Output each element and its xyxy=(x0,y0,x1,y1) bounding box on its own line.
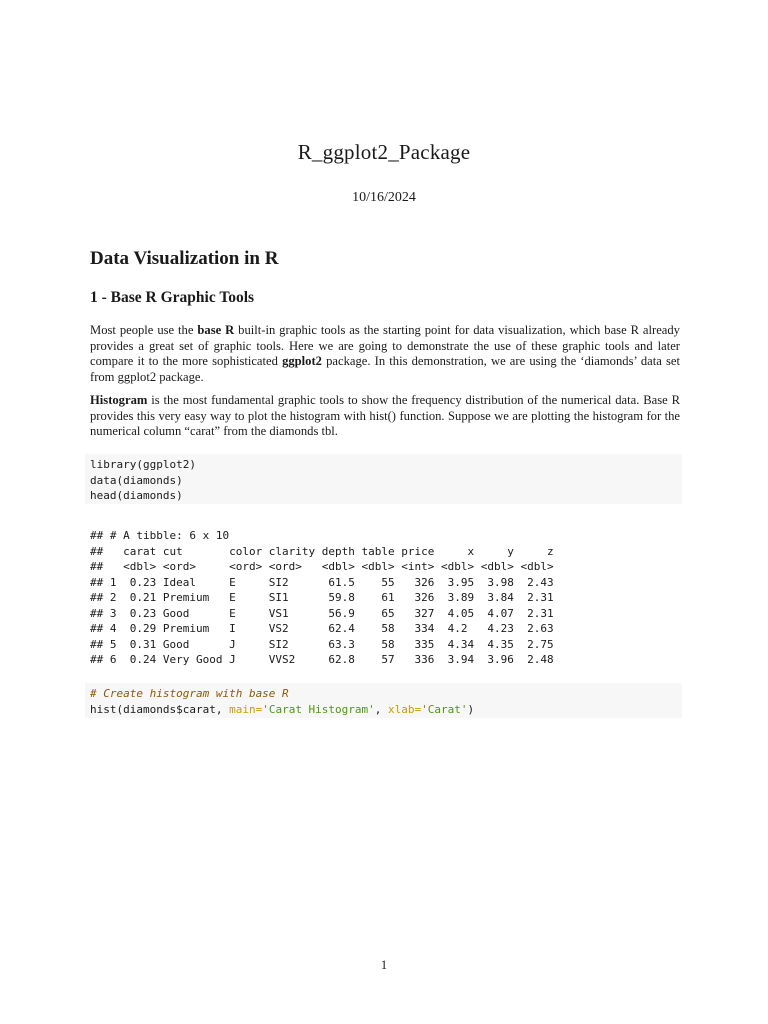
code-line: head(diamonds) xyxy=(90,489,183,502)
output-line: ## carat cut color clarity depth table price x y z xyxy=(90,544,554,558)
intro-paragraph xyxy=(90,323,680,385)
code-line-hist xyxy=(90,702,682,718)
code-line: data(diamonds) xyxy=(90,473,183,487)
code-block-histogram xyxy=(85,683,682,718)
code-output-tibble xyxy=(90,528,554,668)
output-line: ## # A tibble: 6 x 10 xyxy=(90,529,230,542)
output-line: ## 2 0.21 Premium E SI1 59.8 61 326 3.89 3.84 2.31 xyxy=(90,591,554,604)
output-line: ## 1 0.23 Ideal E SI2 61.5 55 326 3.95 3.98 2.43 xyxy=(90,575,554,589)
code-arg-main: main= xyxy=(229,702,263,716)
histogram-text: is the most fundamental graphic tools to show the frequency distribution of the numerical data. Base R provides this very easy way to plot the histogram with hist() function. Suppose we are plotting the histogram for the numerical column “carat” from the diamonds tbl. xyxy=(90,393,680,438)
output-line: ## 4 0.29 Premium I VS2 62.4 58 334 4.2 4.23 2.63 xyxy=(90,622,554,635)
code-line: library(ggplot2) xyxy=(90,458,196,471)
code-block-library xyxy=(85,454,682,504)
page-number: 1 xyxy=(380,958,388,972)
output-line: ## 5 0.31 Good J SI2 63.3 58 335 4.34 4.35 2.75 xyxy=(90,637,554,651)
histogram-term: Histogram xyxy=(90,393,148,407)
code-call-end: ) xyxy=(467,702,475,716)
code-arg-xlab: xlab= xyxy=(388,702,422,716)
document-title: R_ggplot2_Package xyxy=(297,140,471,164)
code-comment: # Create histogram with base R xyxy=(90,687,289,700)
document-date: 10/16/2024 xyxy=(352,190,416,205)
histogram-paragraph xyxy=(90,393,680,440)
code-string-xlab: 'Carat' xyxy=(421,702,468,716)
section-heading: Data Visualization in R xyxy=(90,248,279,269)
subsection-heading: 1 - Base R Graphic Tools xyxy=(90,289,255,306)
intro-text-3: package. In this demonstration, we are using the ‘diamonds’ data set from ggplot2 package. xyxy=(90,354,680,384)
output-line: ## 3 0.23 Good E VS1 56.9 65 327 4.05 4.07 2.31 xyxy=(90,606,554,620)
base-r-term: base R xyxy=(197,323,235,337)
code-call-start: hist(diamonds$carat, xyxy=(90,702,230,716)
intro-text-1: Most people use the xyxy=(90,323,198,337)
output-line: ## 6 0.24 Very Good J VVS2 62.8 57 336 3.94 3.96 2.48 xyxy=(90,653,554,666)
code-separator: , xyxy=(374,702,389,716)
intro-text-2: built-in graphic tools as the starting point for data visualization, which base R already provides a great set of graphic tools. Here we are going to demonstrate the use of these graphic tools and later compare it to the more sophisticated xyxy=(90,323,680,368)
output-line: ## <dbl> <ord> <ord> <ord> <dbl> <dbl> <int> <dbl> <dbl> <dbl> xyxy=(90,560,554,573)
ggplot2-term: ggplot2 xyxy=(282,354,322,368)
code-string-main: 'Carat Histogram' xyxy=(262,702,375,716)
